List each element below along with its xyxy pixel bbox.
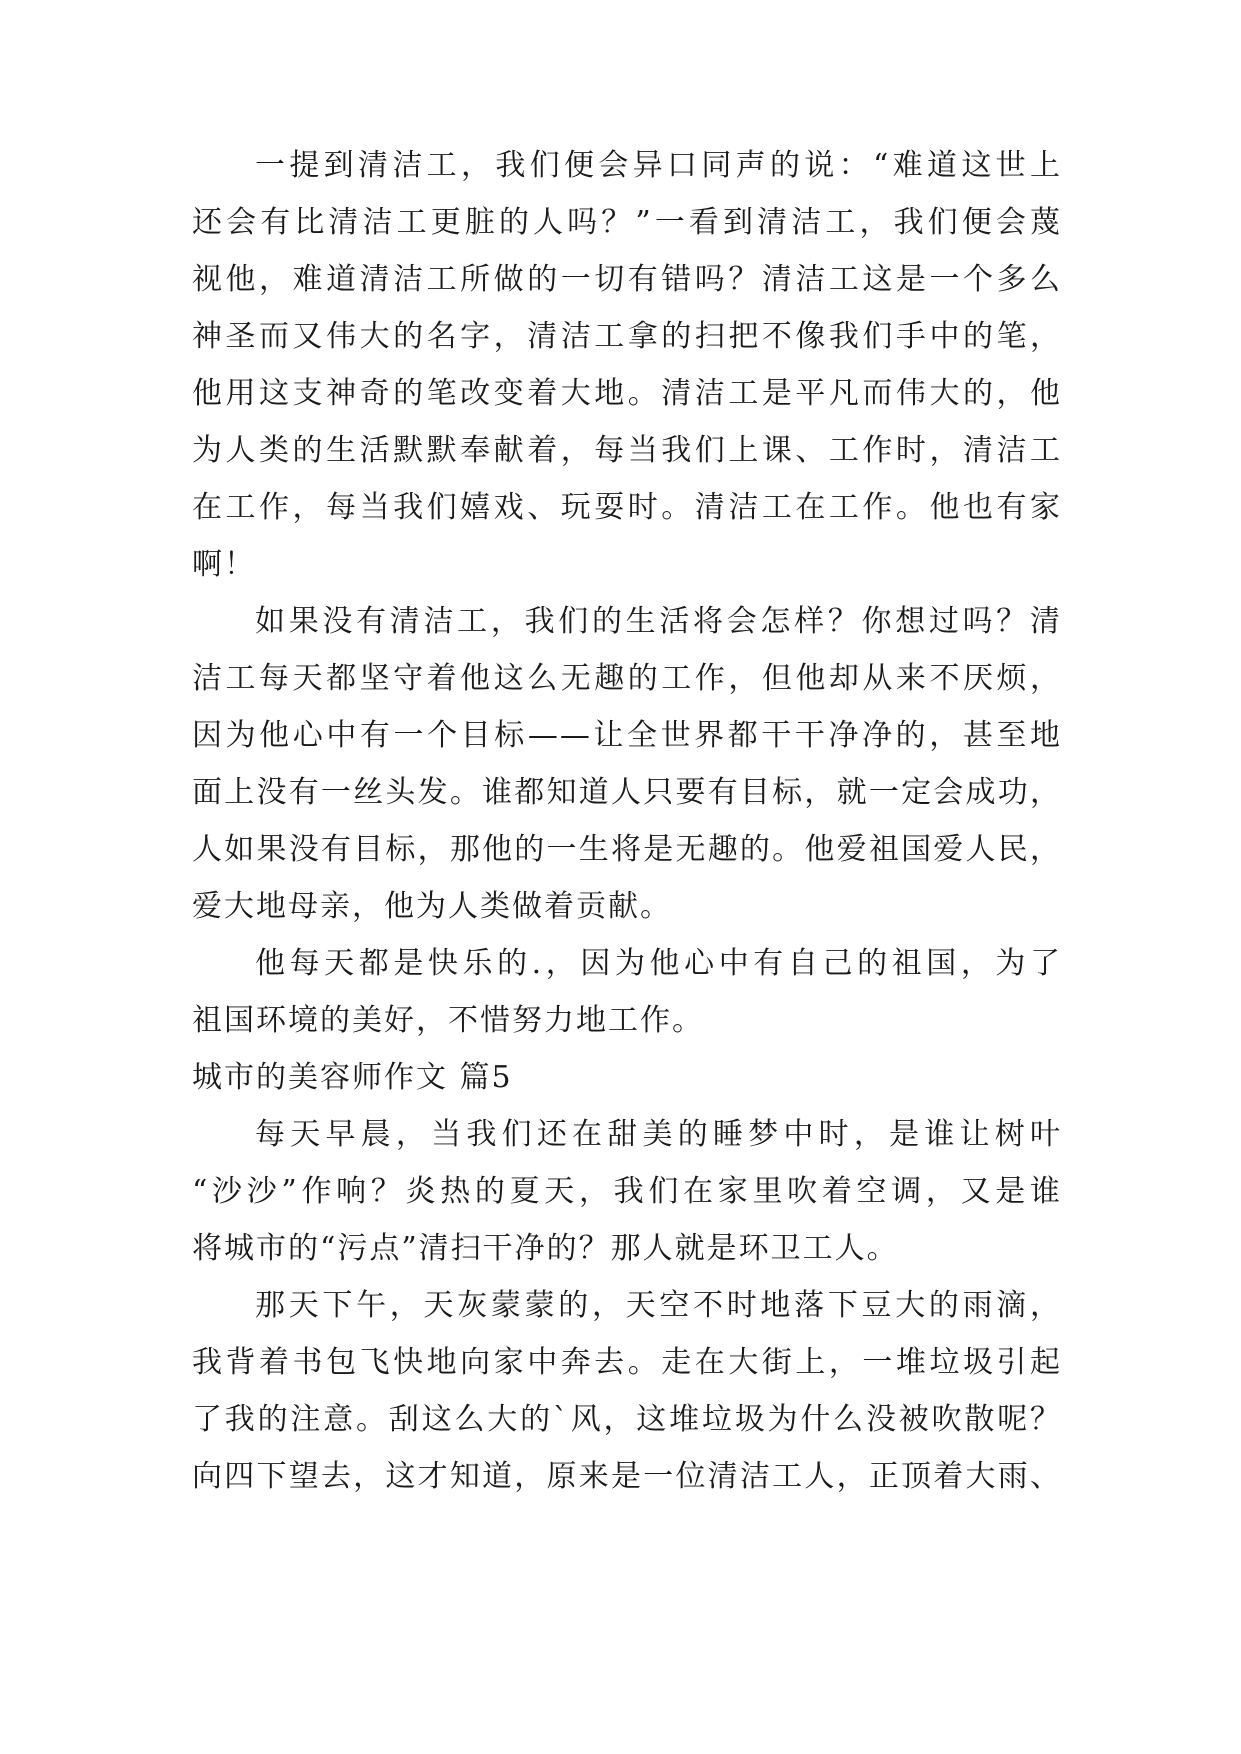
paragraph-line: 一提到清洁工，我们便会异口同声的说：“难道这世上: [255, 148, 1062, 183]
paragraph-line: 了我的注意。刮这么大的`风，这堆垃圾为什么没被吹散呢？: [192, 1402, 1062, 1437]
paragraph-line: 他用这支神奇的笔改变着大地。清洁工是平凡而伟大的，他: [192, 376, 1062, 411]
paragraph-line: 祖国环境的美好，不惜努力地工作。: [192, 1003, 704, 1038]
paragraph-line: 洁工每天都坚守着他这么无趣的工作，但他却从来不厌烦，: [192, 661, 1062, 696]
paragraph-line: 啊！: [192, 547, 256, 582]
paragraph-line: 每天早晨，当我们还在甜美的睡梦中时，是谁让树叶: [255, 1117, 1062, 1152]
paragraph-line: 如果没有清洁工，我们的生活将会怎样？你想过吗？清: [255, 604, 1062, 639]
paragraph-line: 视他，难道清洁工所做的一切有错吗？清洁工这是一个多么: [192, 262, 1062, 297]
paragraph-line: 向四下望去，这才知道，原来是一位清洁工人，正顶着大雨、: [192, 1459, 1062, 1494]
paragraph-line: 面上没有一丝头发。谁都知道人只要有目标，就一定会成功，: [192, 775, 1062, 810]
paragraph-line: 在工作，每当我们嬉戏、玩耍时。清洁工在工作。他也有家: [192, 490, 1062, 525]
paragraph-line: 因为他心中有一个目标——让全世界都干干净净的，甚至地: [192, 718, 1062, 753]
paragraph-line: 那天下午，天灰蒙蒙的，天空不时地落下豆大的雨滴，: [255, 1288, 1062, 1323]
paragraph-line: 他每天都是快乐的.，因为他心中有自己的祖国，为了: [255, 946, 1062, 981]
paragraph-line: 为人类的生活默默奉献着，每当我们上课、工作时，清洁工: [192, 433, 1062, 468]
paragraph-line: 我背着书包飞快地向家中奔去。走在大街上，一堆垃圾引起: [192, 1345, 1062, 1380]
paragraph-line: 人如果没有目标，那他的一生将是无趣的。他爱祖国爱人民，: [192, 832, 1062, 867]
paragraph-line: 神圣而又伟大的名字，清洁工拿的扫把不像我们手中的笔，: [192, 319, 1062, 354]
paragraph-line: 还会有比清洁工更脏的人吗？”一看到清洁工，我们便会蔑: [192, 205, 1062, 240]
paragraph-line: “沙沙”作响？炎热的夏天，我们在家里吹着空调，又是谁: [192, 1174, 1062, 1209]
section-heading: 城市的美容师作文 篇5: [192, 1060, 513, 1095]
paragraph-line: 爱大地母亲，他为人类做着贡献。: [192, 889, 672, 924]
paragraph-line: 将城市的“污点”清扫干净的？那人就是环卫工人。: [192, 1231, 899, 1266]
